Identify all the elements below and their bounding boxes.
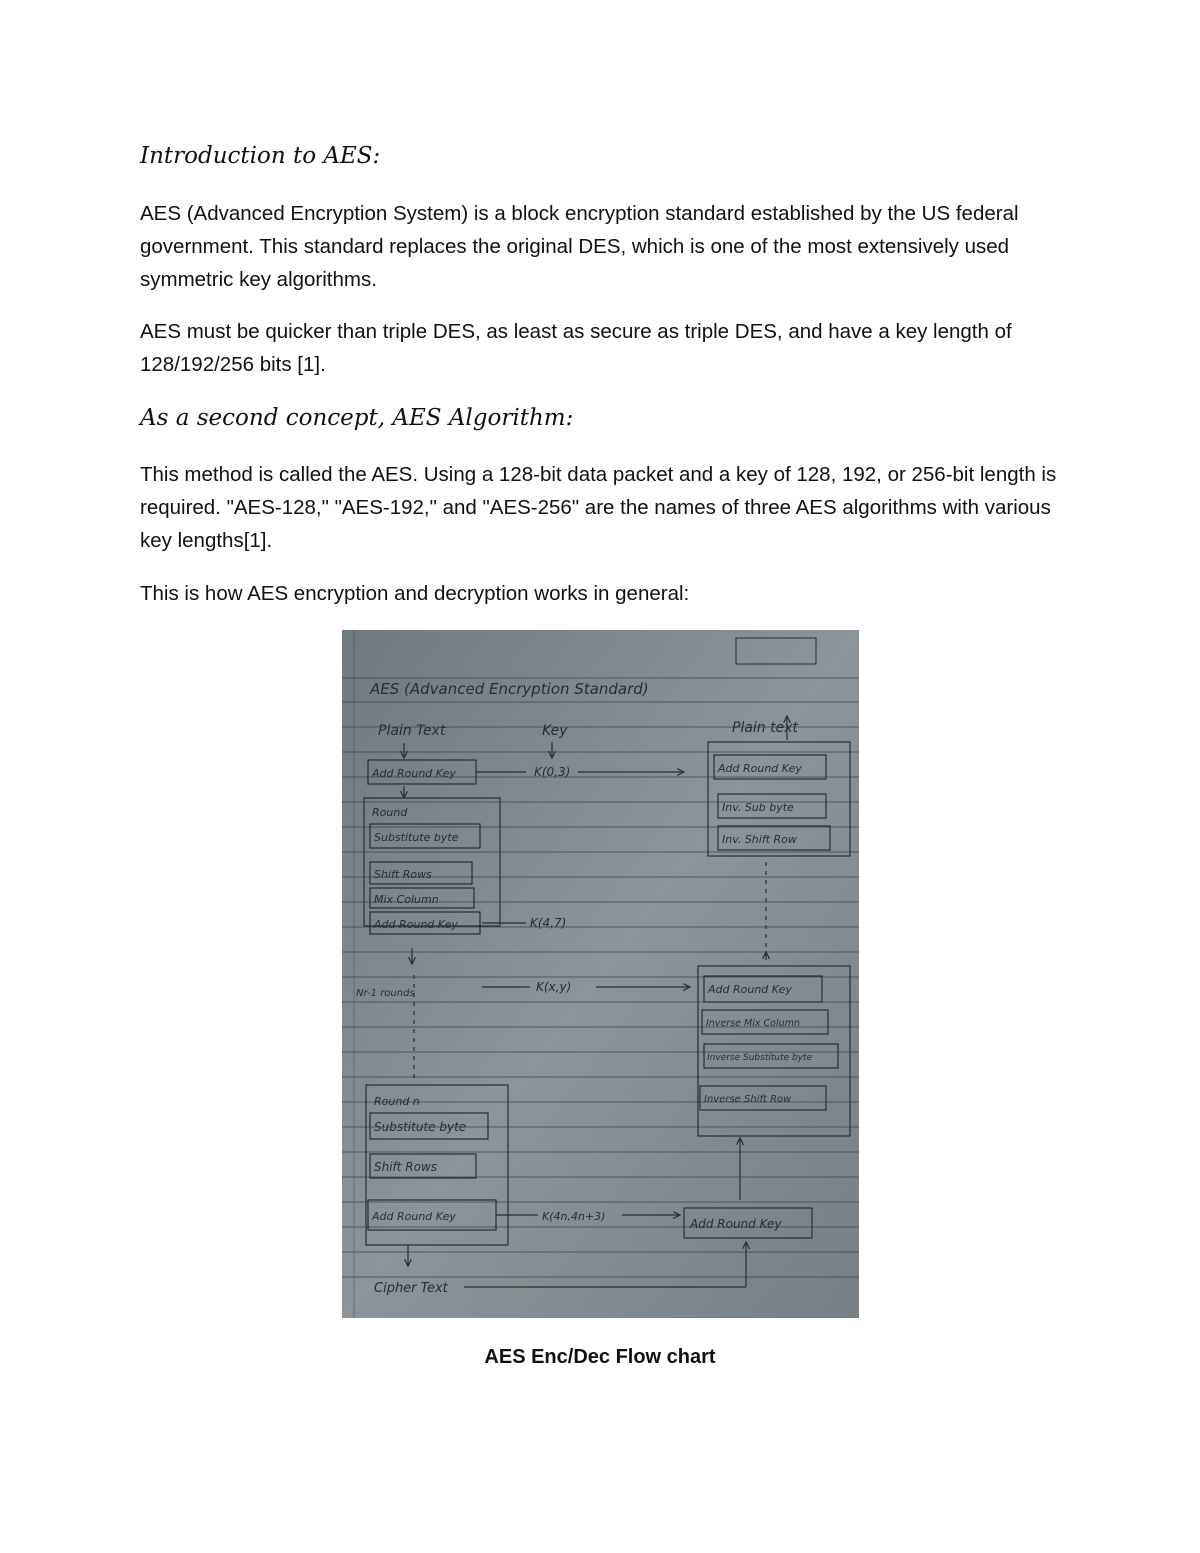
key-k0-label: K(0,3) (534, 765, 571, 779)
intro-paragraph-1: AES (Advanced Encryption System) is a block encryption standard established by the US federal government. This standard replaces the original DES, which is one of the most extensively used symmetric key algorithms. (140, 202, 1019, 291)
enc-add-round-key-2-label: Add Round Key (374, 918, 458, 931)
figure-caption: AES Enc/Dec Flow chart (484, 1346, 716, 1368)
intro-paragraph-2: AES must be quicker than triple DES, as least as secure as triple DES, and have a key length of 128/192/256 bits [1]. (140, 320, 1012, 376)
enc-shift-rows-label: Shift Rows (374, 868, 432, 881)
dec-plain-text-label: Plain text (732, 720, 799, 736)
section-heading-algorithm: As a second concept, AES Algorithm: (140, 405, 574, 431)
key-label: Key (542, 723, 568, 739)
dec-add-round-key-2-label: Add Round Key (708, 983, 792, 996)
figure-title: AES (Advanced Encryption Standard) (370, 680, 649, 698)
enc-shift-rows-n-label: Shift Rows (374, 1160, 438, 1174)
enc-mix-column-label: Mix Column (374, 893, 439, 906)
key-kn-label: K(4n,4n+3) (542, 1210, 606, 1223)
dec-add-round-key-3-label: Add Round Key (690, 1217, 782, 1231)
enc-add-round-key-n-label: Add Round Key (372, 1210, 456, 1223)
algorithm-paragraph-1: This method is called the AES. Using a 128-bit data packet and a key of 128, 192, or 256-bit length is required. "AES-128," "AES-192," and "AES-256" are the names of three AES algorithms with various key lengths[1]. (140, 463, 1057, 552)
enc-add-round-key-label: Add Round Key (372, 767, 456, 780)
enc-rounds-label: Nr-1 rounds (356, 988, 415, 999)
enc-plain-text-label: Plain Text (378, 723, 446, 739)
dec-inverse-mix-column-label: Inverse Mix Column (706, 1018, 800, 1029)
algorithm-paragraph-2: This is how AES encryption and decryption works in general: (140, 582, 690, 605)
dec-add-round-key-label: Add Round Key (718, 762, 802, 775)
enc-substitute-byte-label: Substitute byte (374, 831, 459, 844)
key-kxy-label: K(x,y) (536, 980, 572, 994)
enc-round-label: Round (372, 806, 408, 819)
dec-inv-shift-row-label: Inv. Shift Row (722, 833, 797, 846)
enc-substitute-byte-n-label: Substitute byte (374, 1120, 467, 1134)
section-heading-intro: Introduction to AES: (140, 143, 381, 169)
key-k1-label: K(4,7) (530, 916, 567, 930)
dec-inverse-substitute-byte-label: Inverse Substitute byte (707, 1053, 813, 1063)
enc-round-n-label: Round n (374, 1095, 420, 1108)
dec-inv-sub-byte-label: Inv. Sub byte (722, 801, 794, 814)
dec-inverse-shift-row-label: Inverse Shift Row (704, 1094, 792, 1105)
enc-cipher-text-label: Cipher Text (374, 1281, 448, 1296)
flowchart-photo (342, 630, 859, 1318)
